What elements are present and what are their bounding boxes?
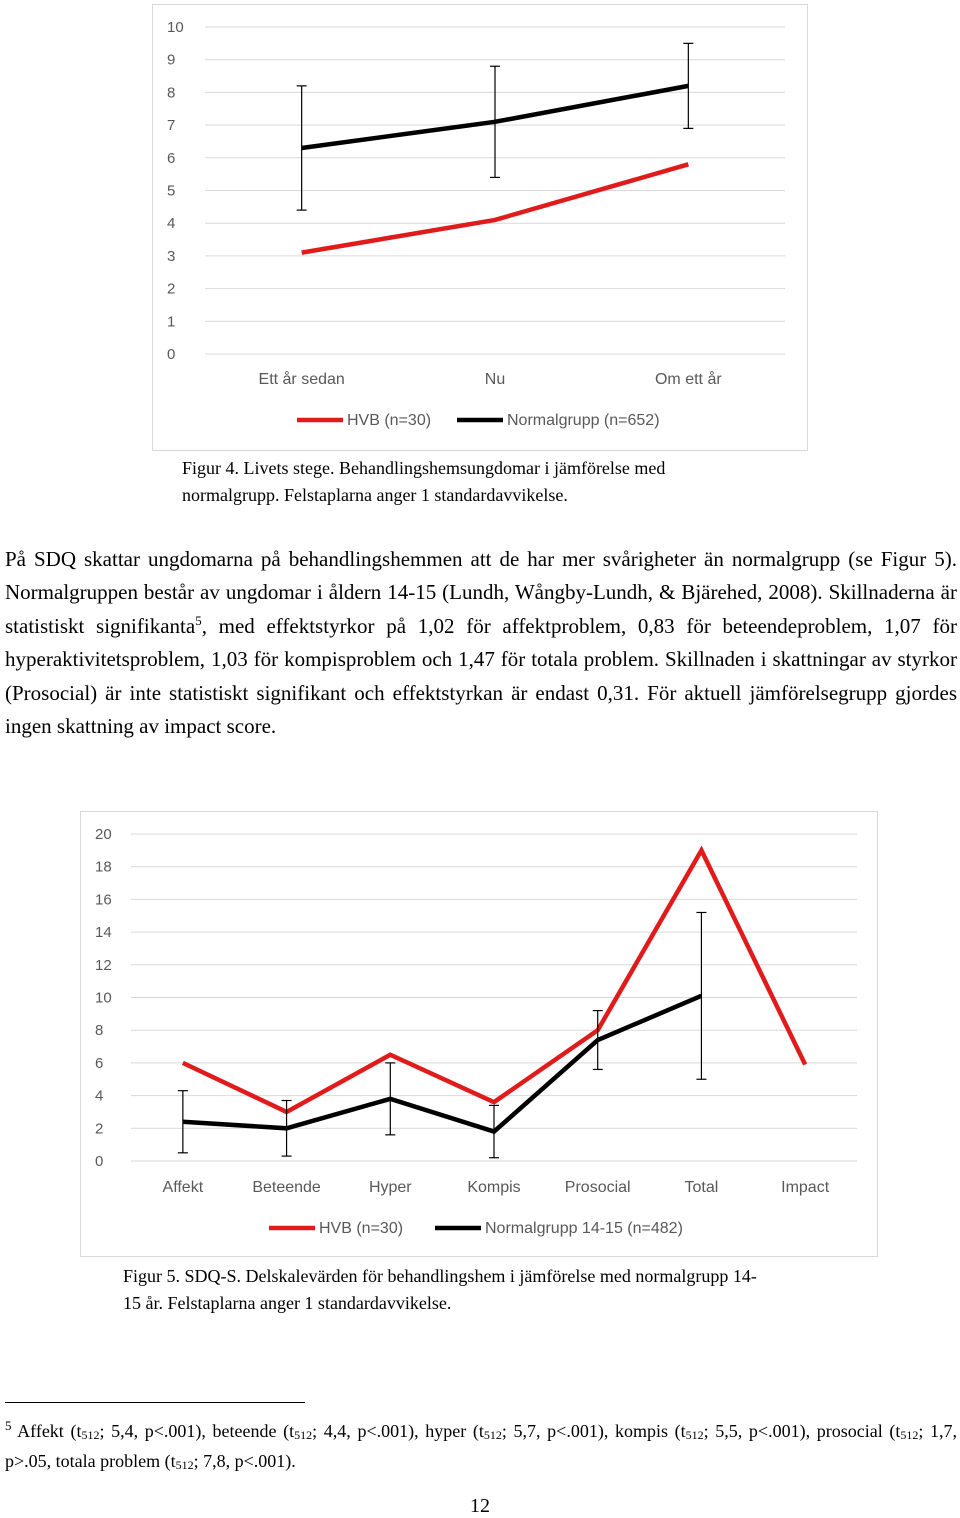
footnote-text-6: ; 1,7, p>.05, totala problem (t (5, 1421, 957, 1471)
fig4-y-tick-label: 5 (167, 182, 176, 200)
footnote-df-5: 512 (900, 1428, 919, 1442)
footnote-reference: 5 (195, 612, 202, 628)
fig4-y-tick-label: 4 (167, 215, 176, 233)
fig4-y-tick-label: 7 (167, 117, 176, 135)
footnote-df-6: 512 (175, 1458, 194, 1472)
fig5-series-hvb-line (183, 850, 805, 1112)
body-paragraph (5, 543, 957, 743)
fig5-x-category-label: Beteende (252, 1179, 321, 1196)
page-number: 12 (470, 1495, 490, 1517)
figure4-caption (182, 455, 882, 509)
figure5-svg (81, 812, 879, 1258)
figure4-svg (153, 5, 809, 452)
body-text-part2: , med effektstyrkor på 1,02 för affektproblem, 0,83 för beteendeproblem, 1,07 för hyperaktivitetsproblem, 1,03 för kompisproblem och 1,47 för totala problem. Skillnaden i skattningar av styrkor (Prosocial) är inte statistiskt signifikant och effektstyrkan är endast 0,31. För aktuell jämförelsegrupp gjordes ingen skattning av impact score. (5, 613, 957, 739)
fig5-legend-label: HVB (n=30) (319, 1220, 404, 1237)
fig4-y-tick-label: 2 (167, 280, 176, 298)
body-text-part1: På SDQ skattar ungdomarna på behandlingshemmen att de har mer svårigheter än normalgrupp (se Figur 5). Normalgruppen består av ungdomar i åldern 14-15 (Lundh, Wångby-Lundh, & Bjärehed, 2008). Skillnaderna är statistiskt signifikanta (5, 547, 957, 638)
fig4-y-tick-label: 10 (167, 19, 184, 36)
fig5-x-category-label: Impact (781, 1179, 830, 1196)
fig5-y-tick-label: 14 (95, 924, 112, 942)
figure4-caption-line1: Figur 4. Livets stege. Behandlingshemsungdomar i jämförelse med (182, 458, 666, 478)
fig4-y-tick-label: 1 (167, 313, 176, 331)
fig5-x-category-label: Total (684, 1179, 719, 1196)
fig5-y-tick-label: 6 (95, 1054, 104, 1072)
fig5-y-tick-label: 12 (95, 956, 112, 974)
fig4-y-tick-label: 0 (167, 346, 176, 363)
fig4-legend-label: HVB (n=30) (347, 412, 432, 429)
footnote-number: 5 (5, 1418, 12, 1433)
fig5-y-tick-label: 0 (95, 1153, 104, 1170)
fig4-x-category-label: Nu (484, 371, 506, 388)
figure5-caption-line2: 15 år. Felstaplarna anger 1 standardavvikelse. (123, 1293, 452, 1313)
fig5-y-tick-label: 2 (95, 1120, 104, 1138)
figure4-chart (152, 4, 808, 451)
footnote-df-1: 512 (81, 1428, 100, 1442)
fig5-x-category-label: Kompis (467, 1179, 521, 1196)
fig4-x-category-label: Om ett år (654, 371, 722, 388)
footnote-df-2: 512 (294, 1428, 313, 1442)
fig5-y-tick-label: 20 (95, 826, 112, 843)
fig4-y-tick-label: 6 (167, 149, 176, 167)
fig5-legend-label: Normalgrupp 14-15 (n=482) (485, 1220, 683, 1237)
fig5-x-category-label: Prosocial (564, 1179, 631, 1196)
figure5-caption-line1: Figur 5. SDQ-S. Delskalevärden för behandlingshem i jämförelse med normalgrupp 14- (123, 1266, 757, 1286)
fig5-y-tick-label: 4 (95, 1087, 104, 1105)
fig5-series-normal-line (183, 996, 702, 1132)
fig5-y-tick-label: 18 (95, 858, 112, 876)
footnote-text-5: ; 5,5, p<.001), prosocial (t (703, 1421, 901, 1441)
fig4-x-category-label: Ett år sedan (258, 371, 345, 388)
fig4-y-tick-label: 8 (167, 84, 176, 102)
fig5-x-category-label: Affekt (162, 1179, 204, 1196)
figure4-caption-line2: normalgrupp. Felstaplarna anger 1 standardavvikelse. (182, 485, 568, 505)
footnote-separator (5, 1402, 305, 1403)
figure5-caption (123, 1263, 923, 1317)
footnote-text-3: ; 4,4, p<.001), hyper (t (312, 1421, 484, 1441)
footnote-text-2: ; 5,4, p<.001), beteende (t (99, 1421, 295, 1441)
fig5-y-tick-label: 16 (95, 891, 112, 909)
fig4-legend-label: Normalgrupp (n=652) (507, 412, 660, 429)
fig4-y-tick-label: 9 (167, 51, 176, 69)
figure5-chart (80, 811, 878, 1257)
fig5-x-category-label: Hyper (368, 1179, 412, 1196)
footnote-text-1: Affekt (t (17, 1421, 82, 1441)
footnote-df-3: 512 (483, 1428, 502, 1442)
footnote-text-7: ; 7,8, p<.001). (193, 1451, 296, 1471)
fig5-y-tick-label: 8 (95, 1022, 104, 1040)
fig5-y-tick-label: 10 (95, 989, 112, 1007)
footnote-text-4: ; 5,7, p<.001), kompis (t (501, 1421, 686, 1441)
fig4-y-tick-label: 3 (167, 247, 176, 265)
footnote (5, 1416, 957, 1476)
footnote-df-4: 512 (685, 1428, 704, 1442)
